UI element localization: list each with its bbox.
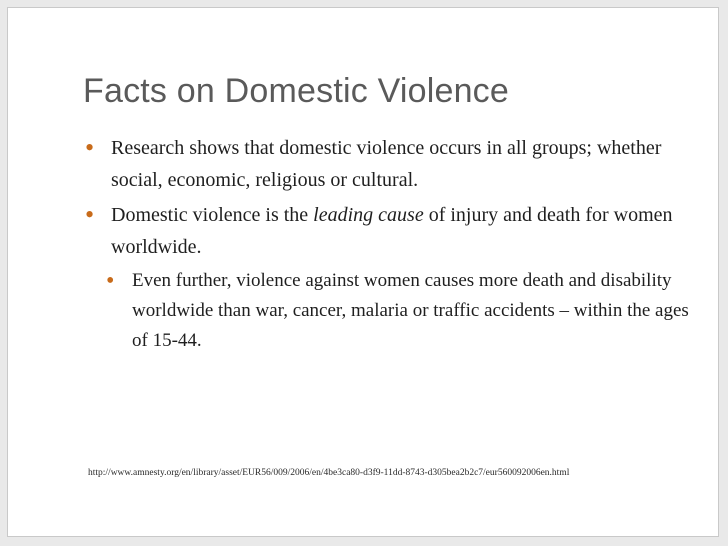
bullet-item <box>84 199 694 263</box>
sub-bullet-text: Even further, violence against women causes more death and disability worldwide than war, cancer, malaria or traffic accidents – within the ages of 15-44. <box>132 270 689 351</box>
bullet-text-after: of injury and death for women worldwide. <box>111 204 673 258</box>
bullet-icon: • <box>106 268 115 294</box>
slide <box>7 7 719 537</box>
bullet-emphasis: leading cause <box>313 204 424 226</box>
bullet-icon: • <box>85 133 95 162</box>
bullet-icon: • <box>85 200 95 229</box>
source-link[interactable]: http://www.amnesty.org/en/library/asset/EUR56/009/2006/en/4be3ca80-d3f9-11dd-8743-d305bea2b2c7/eur560092006en.html <box>88 468 570 478</box>
bullet-text-before: Domestic violence is the <box>111 204 314 226</box>
bullet-list <box>84 132 694 356</box>
bullet-item <box>84 132 694 196</box>
slide-title: Facts on Domestic Violence <box>83 72 509 110</box>
bullet-text: Research shows that domestic violence occurs in all groups; whether social, economic, religious or cultural. <box>111 137 662 191</box>
sub-bullet-item <box>84 266 694 356</box>
